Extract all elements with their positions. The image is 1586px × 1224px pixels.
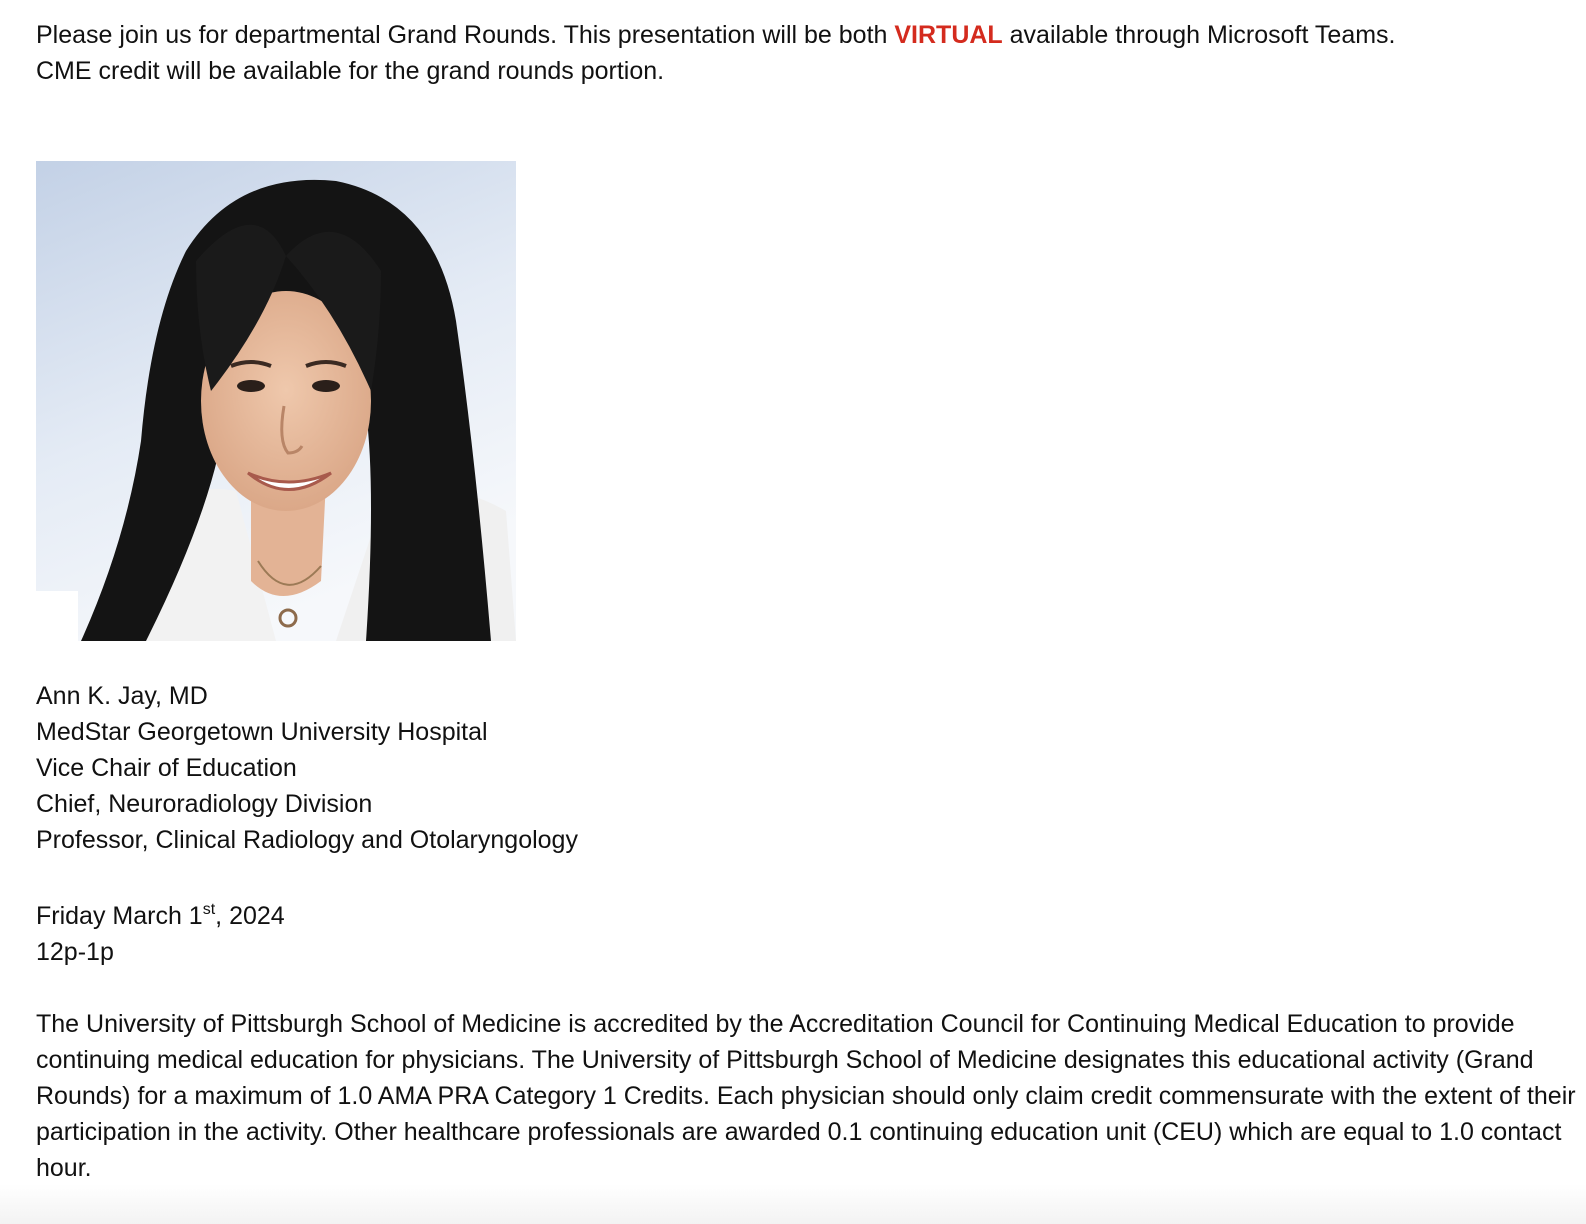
bottom-shade: [0, 1184, 1586, 1224]
speaker-institution: MedStar Georgetown University Hospital: [36, 718, 488, 746]
virtual-highlight: VIRTUAL: [894, 21, 1003, 49]
speaker-name: Ann K. Jay, MD: [36, 682, 208, 710]
intro-text-before: Please join us for departmental Grand Rounds. This presentation will be both: [36, 21, 895, 49]
speaker-role-professor: Professor, Clinical Radiology and Otolaryngology: [36, 826, 578, 854]
event-date-ordinal: st: [202, 901, 216, 918]
intro-section: [36, 17, 1576, 89]
intro-text-after: available through Microsoft Teams.: [1002, 21, 1396, 49]
intro-line-1: [36, 17, 1576, 53]
speaker-role-chief: Chief, Neuroradiology Division: [36, 790, 373, 818]
event-date-prefix: Friday March 1: [36, 902, 203, 930]
speaker-role-vice-chair: Vice Chair of Education: [36, 754, 297, 782]
speaker-info: [36, 678, 578, 858]
event-details: [36, 898, 285, 970]
accreditation-statement: The University of Pittsburgh School of Medicine is accredited by the Accreditation Council for Continuing Medical Education to provide continuing medical education for physicians. The University of Pittsburgh School of Medicine designates this educational activity (Grand Rounds) for a maximum of 1.0 AMA PRA Category 1 Credits. Each physician should only claim credit commensurate with the extent of their participation in the activity. Other healthcare professionals are awarded 0.1 continuing education unit (CEU) which are equal to 1.0 contact hour.: [36, 1010, 1576, 1182]
event-date: [36, 898, 285, 934]
event-time: 12p-1p: [36, 938, 114, 966]
event-date-year: , 2024: [215, 902, 285, 930]
intro-line-2: CME credit will be available for the grand rounds portion.: [36, 57, 665, 85]
speaker-photo: [36, 161, 516, 641]
